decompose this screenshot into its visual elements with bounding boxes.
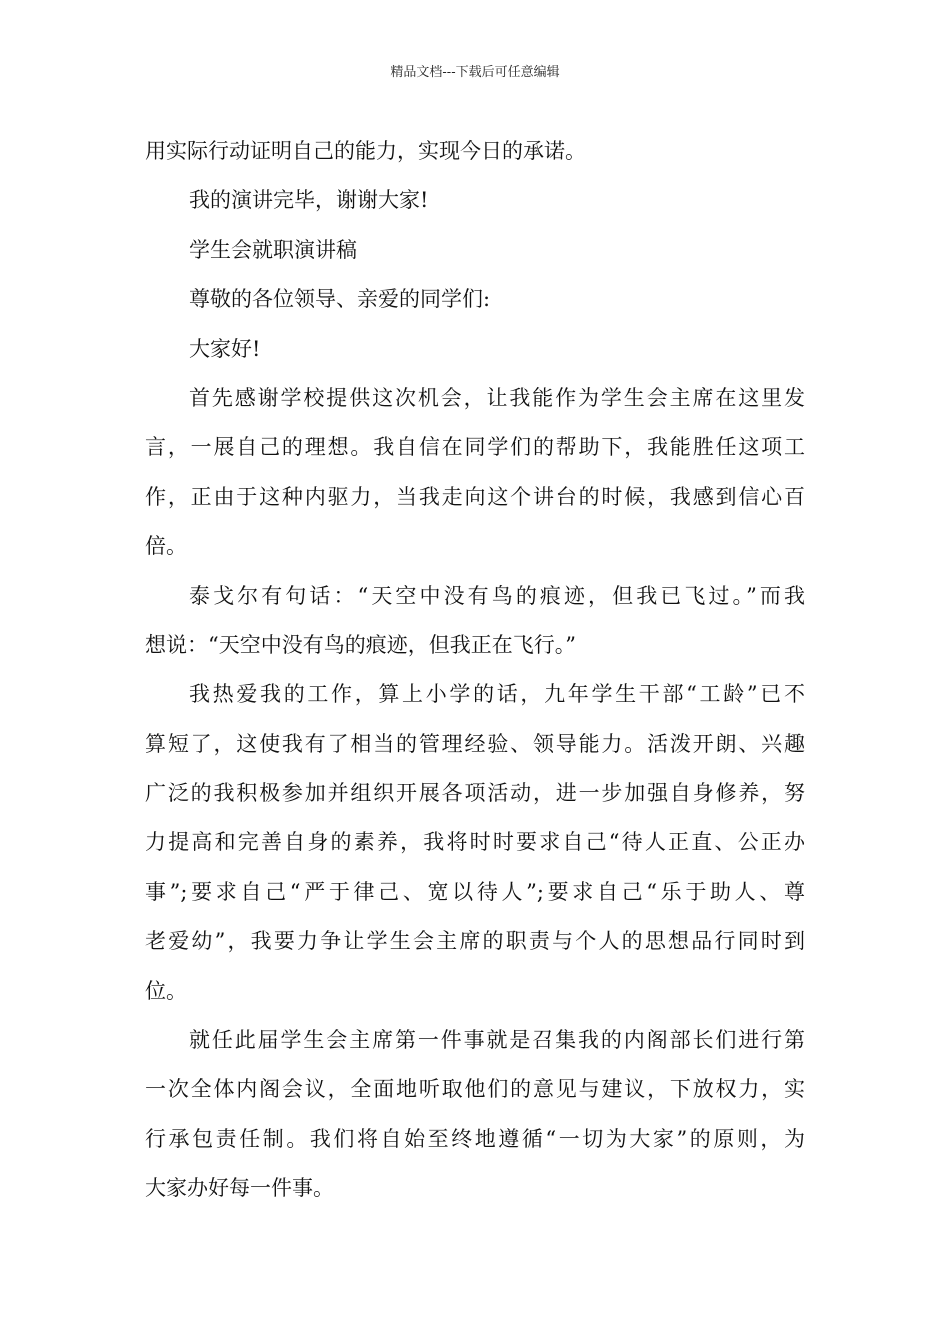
document-body bbox=[145, 127, 805, 1214]
paragraph-line: 用实际行动证明自己的能力，实现今日的承诺。 bbox=[145, 139, 586, 163]
paragraph-line: 作，正由于这种内驱力，当我走向这个讲台的时候，我感到信心百 bbox=[145, 484, 805, 509]
paragraph-line: 首先感谢学校提供这次机会，让我能作为学生会主席在这里发 bbox=[189, 385, 805, 410]
paragraph-line: 大家办好每一件事。 bbox=[145, 1176, 334, 1201]
paragraph-line: 行承包责任制。我们将自始至终地遵循“一切为大家”的原则，为 bbox=[145, 1126, 805, 1151]
paragraph-line: 我的演讲完毕，谢谢大家! bbox=[189, 188, 429, 213]
paragraph-line: 位。 bbox=[145, 978, 187, 1003]
paragraph-line: 广泛的我积极参加并组织开展各项活动，进一步加强自身修养，努 bbox=[145, 781, 805, 806]
paragraph-line: 一次全体内阁会议，全面地听取他们的意见与建议，下放权力，实 bbox=[145, 1077, 805, 1102]
paragraph-line: 力提高和完善自身的素养，我将时时要求自己“待人正直、公正办 bbox=[145, 830, 805, 855]
paragraph-line: 算短了，这使我有了相当的管理经验、领导能力。活泼开朗、兴趣 bbox=[145, 731, 805, 756]
paragraph-line: 泰戈尔有句话：“天空中没有鸟的痕迹，但我已飞过。”而我 bbox=[189, 583, 805, 608]
section-title: 学生会就职演讲稿 bbox=[189, 237, 357, 262]
page-header: 精品文档---下载后可任意编辑 bbox=[390, 65, 560, 80]
paragraph-line: 想说：“天空中没有鸟的痕迹，但我正在飞行。” bbox=[145, 632, 576, 657]
paragraph-line: 就任此届学生会主席第一件事就是召集我的内阁部长们进行第 bbox=[189, 1028, 805, 1053]
paragraph-line: 事”;要求自己“严于律己、宽以待人”;要求自己“乐于助人、尊 bbox=[145, 879, 805, 904]
paragraph-line: 老爱幼”，我要力争让学生会主席的职责与个人的思想品行同时到 bbox=[145, 929, 805, 954]
salutation-line: 尊敬的各位领导、亲爱的同学们: bbox=[189, 287, 491, 312]
paragraph-line: 我热爱我的工作，算上小学的话，九年学生干部“工龄”已不 bbox=[189, 682, 805, 707]
greeting-line: 大家好! bbox=[189, 336, 261, 361]
paragraph-line: 言，一展自己的理想。我自信在同学们的帮助下，我能胜任这项工 bbox=[145, 435, 805, 460]
paragraph-line: 倍。 bbox=[145, 534, 187, 559]
